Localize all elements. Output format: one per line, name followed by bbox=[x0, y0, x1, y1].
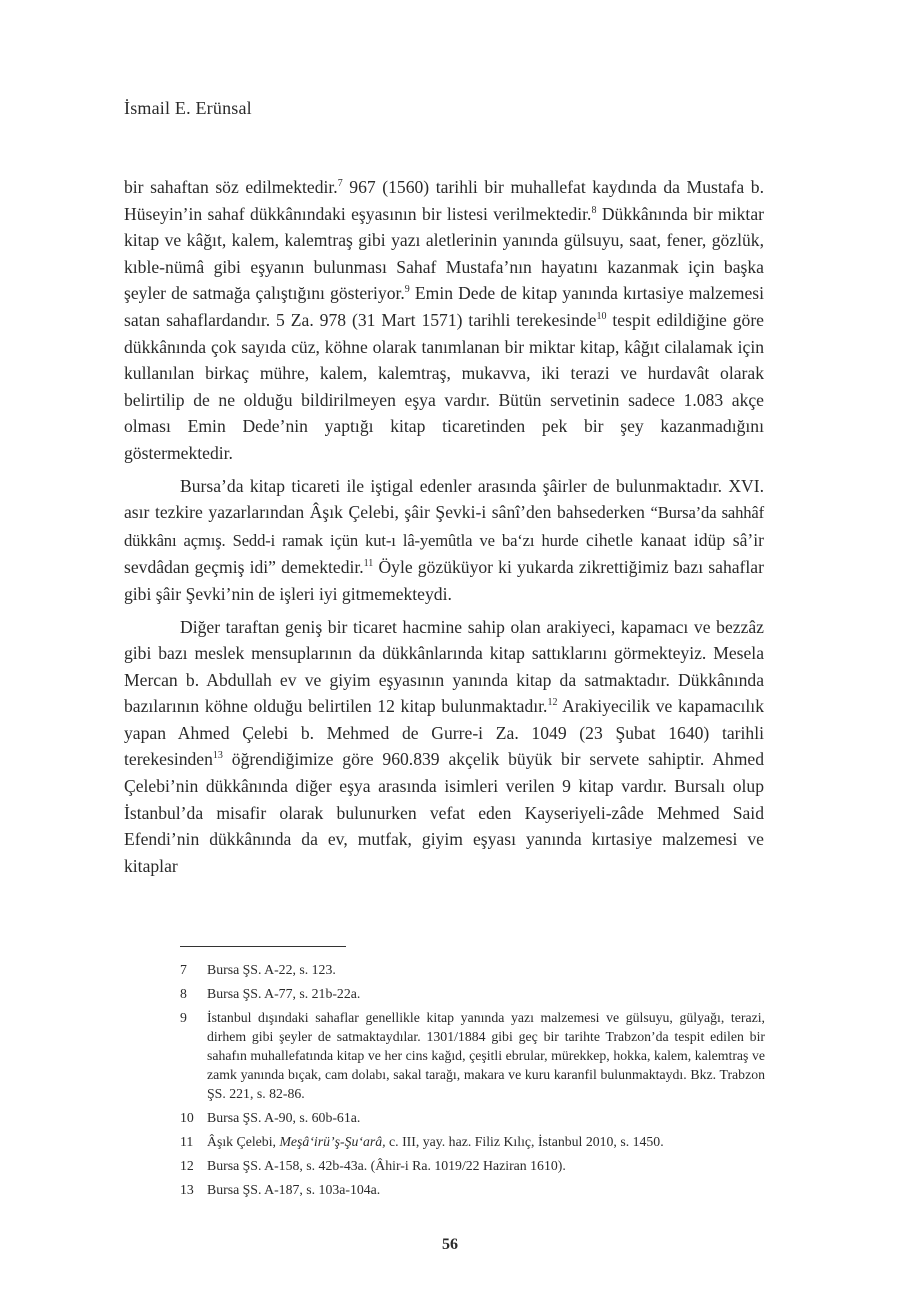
footnote-item bbox=[180, 984, 765, 1003]
footnote-text bbox=[207, 1132, 765, 1151]
footnote-reference: 11 bbox=[363, 558, 374, 570]
text-run: Bursa ŞS. A-158, s. 42b-43a. (Âhir-i Ra. 1019/22 Haziran 1610). bbox=[207, 1158, 566, 1173]
body-text bbox=[124, 174, 764, 879]
text-run: Âşık Çelebi, bbox=[207, 1134, 280, 1149]
footnote-divider bbox=[180, 946, 346, 947]
text-run: Emin Dede de kitap yanında kırtasiye malzemesi satan sahaflardandır. 5 Za. 978 (31 Mart 1571) tarihli terekesinde bbox=[124, 283, 764, 330]
footnote-reference: 12 bbox=[547, 697, 558, 709]
text-run: Bursa ŞS. A-22, s. 123. bbox=[207, 962, 336, 977]
text-run: cihetle kanaat idüp sâ’ir sevdâdan geçmiş idi” demektedir. bbox=[124, 529, 764, 578]
footnote-number: 12 bbox=[180, 1158, 194, 1173]
footnote-reference: 10 bbox=[596, 311, 607, 323]
text-run: 967 (1560) tarihli bir muhallefat kaydında da Mustafa b. Hüseyin’in sahaf dükkânındaki eşyasının bir listesi verilmektedir. bbox=[124, 177, 764, 224]
body-paragraph bbox=[124, 614, 764, 880]
text-run: Bursa’da kitap ticareti ile iştigal edenler arasında şâirler de bulunmaktadır. XVI. asır tezkire yazarlarından Âşık Çelebi, şâir Şevki-i sânî’den bahsederken bbox=[124, 475, 764, 523]
footnote-number: 7 bbox=[180, 962, 187, 977]
quotation-text: “Bursa’da sahhâf dükkânı açmış. Sedd-i ramak içün kut-ı lâ-yemûtla ve ba‘zı hurde bbox=[124, 503, 765, 550]
footnote-text bbox=[207, 1156, 765, 1175]
text-run: öğrendiğimize göre 960.839 akçelik büyük bir servete sahiptir. Ahmed Çelebi’nin dükkânında diğer eşya arasında isimleri verilen 9 kitap vardır. Bursalı olup İstanbul’da misafir olarak bulunurken vefat eden Kayseriyeli-zâde Mehmed Said Efendi’nin dükkânında da ev, mutfak, giyim eşyası yanında kırtasiye malzemesi ve kitaplar bbox=[124, 749, 764, 876]
page-number: 56 bbox=[442, 1236, 458, 1253]
footnote-item bbox=[180, 1180, 765, 1199]
text-run: Dükkânında bir miktar kitap ve kâğıt, kalem, kalemtraş gibi yazı aletlerinin yanında gülsuyu, saat, fener, gözlük, kıble-nümâ gibi eşyanın bulunması Sahaf Mustafa’nın hayatını kazanmak için başka şeyler de satmağa çalıştığını gösteriyor. bbox=[124, 203, 764, 304]
footnote-number: 8 bbox=[180, 986, 187, 1001]
text-run: Bursa ŞS. A-187, s. 103a-104a. bbox=[207, 1182, 381, 1197]
footnote-reference: 13 bbox=[212, 750, 223, 762]
footnote-text bbox=[207, 984, 765, 1003]
footnote-item bbox=[180, 960, 765, 979]
footnote-text bbox=[207, 1108, 765, 1127]
footnote-text bbox=[207, 1008, 765, 1103]
footnote-reference: 8 bbox=[591, 204, 597, 216]
footnote-text bbox=[207, 1180, 765, 1199]
text-run: Bursa ŞS. A-77, s. 21b-22a. bbox=[207, 986, 361, 1001]
text-run: Diğer taraftan geniş bir ticaret hacmine sahip olan arakiyeci, kapamacı ve bezzâz gibi bazı meslek mensuplarının da dükkânlarında kitap sattıklarını görmekteyiz. Mesela Mercan b. Abdullah ev ve giyim eşyasının yanında kitap da satmaktadır. Dükkânında bazılarının köhne olduğu belirtilen 12 kitap bulunmaktadır. bbox=[124, 616, 764, 717]
body-paragraph bbox=[124, 473, 764, 608]
footnote-number: 13 bbox=[180, 1182, 194, 1197]
footnote-number: 9 bbox=[180, 1010, 187, 1025]
footnotes bbox=[180, 960, 765, 1204]
text-run: tespit edildiğine göre dükkânında çok sayıda cüz, köhne olarak tanımlanan bir miktar kitap, kâğıt cilalamak için kullanılan birkaç mühre, kalem, kalemtraş, mukavva, iki terazi ve hurdavât olarak belirtilip de ne olduğu bildirilmeyen eşya vardır. Bütün servetinin sadece 1.083 akçe olması Emin Dede’nin yaptığı kitap ticaretinden pek bir şey kazanmadığını göstermektedir. bbox=[124, 309, 764, 463]
footnote-text bbox=[207, 960, 765, 979]
footnote-item bbox=[180, 1108, 765, 1127]
footnote-number: 11 bbox=[180, 1134, 194, 1149]
footnote-reference: 9 bbox=[404, 284, 410, 296]
footnote-reference: 7 bbox=[337, 178, 343, 190]
text-run: Bursa ŞS. A-90, s. 60b-61a. bbox=[207, 1110, 361, 1125]
footnote-item bbox=[180, 1008, 765, 1103]
text-run: İstanbul dışındaki sahaflar genellikle kitap yanında yazı malzemesi ve gülsuyu, gülyağı, terazi, dirhem gibi şeyler de satmaktaydılar. 1301/1884 gibi geç bir tarihte Trabzon’da tespit edilen bir sahafın muhallefatında kitap ve her cins kağıd, çeşitli ebrular, mürekkep, hokka, kalem, kalemtraş ve zamk yanında bıçak, cam dolabı, sakal tarağı, makara ve kuru karanfil bulunmaktaydı. Bkz. Trabzon ŞS. 221, s. 82-86. bbox=[207, 1010, 765, 1101]
footnote-item bbox=[180, 1132, 765, 1151]
italic-title: Meşâ‘irü’ş-Şu‘arâ, bbox=[279, 1134, 386, 1149]
text-run: Öyle gözüküyor ki yukarda zikrettiğimiz bazı sahaflar gibi şâir Şevki’nin de işleri iyi gitmemekteydi. bbox=[124, 557, 764, 604]
text-run: bir sahaftan söz edilmektedir. bbox=[124, 177, 338, 197]
running-head: İsmail E. Erünsal bbox=[124, 98, 252, 118]
body-paragraph bbox=[124, 174, 764, 467]
text-run: Arakiyecilik ve kapamacılık yapan Ahmed Çelebi b. Mehmed de Gurre-i Za. 1049 (23 Şubat 1640) tarihli terekesinden bbox=[124, 696, 764, 770]
footnote-item bbox=[180, 1156, 765, 1175]
footnote-number: 10 bbox=[180, 1110, 194, 1125]
text-run: c. III, yay. haz. Filiz Kılıç, İstanbul 2010, s. 1450. bbox=[385, 1134, 664, 1149]
